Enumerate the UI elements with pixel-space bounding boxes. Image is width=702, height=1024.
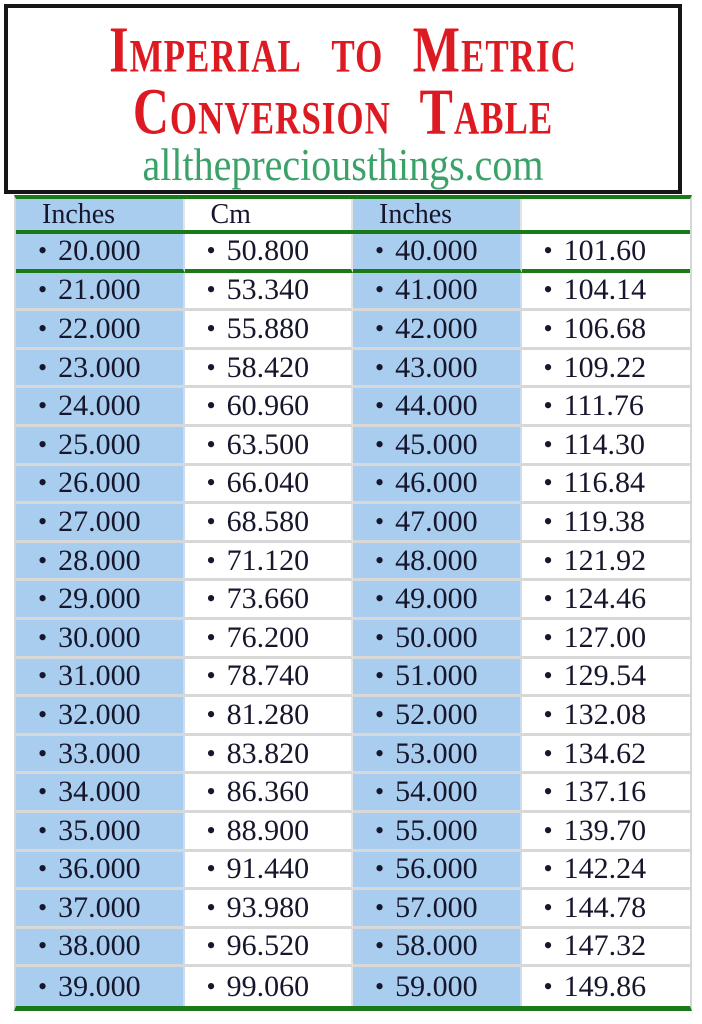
bullet-icon: • — [375, 275, 385, 305]
cell-value: 47.000 — [395, 504, 478, 538]
table-row — [16, 620, 690, 659]
table-cell — [185, 427, 354, 466]
table-row — [16, 388, 690, 427]
cell-value: 44.000 — [395, 389, 478, 423]
table-cell — [185, 890, 354, 929]
cell-value: 106.68 — [563, 311, 647, 345]
cell-value: 59.000 — [395, 969, 478, 1003]
bullet-icon: • — [375, 971, 385, 1001]
bullet-icon: • — [38, 661, 48, 691]
cell-value: 52.000 — [395, 697, 478, 731]
table-row — [16, 504, 690, 543]
bullet-icon: • — [206, 545, 216, 575]
bullet-icon: • — [543, 313, 553, 343]
cell-value: 48.000 — [395, 543, 478, 577]
table-cell — [185, 388, 354, 427]
table-cell — [185, 620, 354, 659]
cell-value: 45.000 — [395, 427, 478, 461]
table-cell — [522, 697, 691, 736]
bullet-icon: • — [206, 892, 216, 922]
table-cell — [185, 466, 354, 505]
cell-value: 20.000 — [58, 234, 141, 268]
table-cell — [522, 466, 691, 505]
cell-value: 99.060 — [226, 969, 310, 1003]
cell-value: 27.000 — [58, 504, 141, 538]
bullet-icon: • — [375, 815, 385, 845]
cell-value: 78.740 — [226, 659, 310, 693]
bullet-icon: • — [543, 391, 553, 421]
table-row — [16, 311, 690, 350]
bullet-icon: • — [38, 971, 48, 1001]
table-cell — [185, 504, 354, 543]
table-cell — [353, 504, 522, 543]
table-cell — [16, 736, 185, 775]
table-cell — [353, 890, 522, 929]
cell-value: 24.000 — [58, 389, 141, 423]
cell-value: 66.040 — [226, 466, 310, 500]
bullet-icon: • — [543, 429, 553, 459]
table-cell — [185, 967, 354, 1006]
bullet-icon: • — [38, 892, 48, 922]
bullet-icon: • — [206, 275, 216, 305]
table-row — [16, 929, 690, 968]
bullet-icon: • — [206, 777, 216, 807]
cell-value: 144.78 — [563, 890, 647, 924]
table-cell — [353, 967, 522, 1006]
column-header-cm-right — [522, 199, 691, 230]
bullet-icon: • — [543, 892, 553, 922]
table-cell — [522, 967, 691, 1006]
cell-value: 147.32 — [563, 929, 647, 963]
table-cell — [353, 234, 522, 273]
table-cell — [353, 620, 522, 659]
bullet-icon: • — [38, 352, 48, 382]
cell-value: 49.000 — [395, 582, 478, 616]
table-cell — [185, 736, 354, 775]
bullet-icon: • — [206, 622, 216, 652]
table-cell — [353, 659, 522, 698]
table-cell — [16, 427, 185, 466]
table-cell — [522, 890, 691, 929]
table-cell — [16, 466, 185, 505]
table-cell — [16, 659, 185, 698]
bullet-icon: • — [543, 699, 553, 729]
cell-value: 51.000 — [395, 659, 478, 693]
bullet-icon: • — [543, 971, 553, 1001]
table-cell — [522, 504, 691, 543]
table-cell — [353, 813, 522, 852]
table-row — [16, 967, 690, 1006]
table-cell — [522, 929, 691, 968]
table-row — [16, 774, 690, 813]
cell-value: 127.00 — [563, 620, 647, 654]
table-cell — [185, 311, 354, 350]
cell-value: 21.000 — [58, 273, 141, 307]
cell-value: 30.000 — [58, 620, 141, 654]
table-cell — [16, 929, 185, 968]
table-cell — [522, 852, 691, 891]
table-cell — [353, 388, 522, 427]
cell-value: 63.500 — [226, 427, 310, 461]
table-cell — [185, 581, 354, 620]
cell-value: 91.440 — [226, 852, 310, 886]
bullet-icon: • — [38, 584, 48, 614]
table-row — [16, 736, 690, 775]
table-cell — [522, 427, 691, 466]
table-cell — [16, 311, 185, 350]
table-cell — [522, 620, 691, 659]
cell-value: 28.000 — [58, 543, 141, 577]
table-cell — [16, 350, 185, 389]
table-cell — [353, 427, 522, 466]
table-cell — [185, 929, 354, 968]
cell-value: 142.24 — [563, 852, 647, 886]
cell-value: 39.000 — [58, 969, 141, 1003]
bullet-icon: • — [543, 352, 553, 382]
cell-value: 116.84 — [563, 466, 645, 500]
cell-value: 60.960 — [226, 389, 310, 423]
cell-value: 109.22 — [563, 350, 647, 384]
table-cell — [353, 543, 522, 582]
bullet-icon: • — [38, 622, 48, 652]
table-cell — [353, 273, 522, 312]
table-row — [16, 273, 690, 312]
bullet-icon: • — [375, 699, 385, 729]
cell-value: 36.000 — [58, 852, 141, 886]
bullet-icon: • — [38, 815, 48, 845]
table-cell — [353, 350, 522, 389]
bullet-icon: • — [375, 545, 385, 575]
table-body — [16, 234, 690, 1006]
bullet-icon: • — [543, 854, 553, 884]
bullet-icon: • — [38, 429, 48, 459]
bullet-icon: • — [375, 777, 385, 807]
cell-value: 101.60 — [563, 234, 647, 268]
bullet-icon: • — [206, 699, 216, 729]
table-cell — [16, 273, 185, 312]
bullet-icon: • — [375, 584, 385, 614]
table-cell — [353, 736, 522, 775]
bullet-icon: • — [206, 391, 216, 421]
cell-value: 93.980 — [226, 890, 310, 924]
table-cell — [353, 774, 522, 813]
cell-value: 31.000 — [58, 659, 141, 693]
page-title-line1: Imperial to Metric — [109, 12, 577, 86]
table-cell — [185, 659, 354, 698]
bullet-icon: • — [206, 429, 216, 459]
cell-value: 58.000 — [395, 929, 478, 963]
table-header-row — [16, 199, 690, 234]
cell-value: 58.420 — [226, 350, 310, 384]
bullet-icon: • — [543, 275, 553, 305]
cell-value: 121.92 — [563, 543, 647, 577]
bullet-icon: • — [375, 468, 385, 498]
bullet-icon: • — [543, 506, 553, 536]
bullet-icon: • — [543, 661, 553, 691]
cell-value: 88.900 — [226, 813, 310, 847]
cell-value: 35.000 — [58, 813, 141, 847]
cell-value: 56.000 — [395, 852, 478, 886]
cell-value: 43.000 — [395, 350, 478, 384]
table-cell — [353, 697, 522, 736]
bullet-icon: • — [543, 584, 553, 614]
cell-value: 23.000 — [58, 350, 141, 384]
bullet-icon: • — [375, 892, 385, 922]
cell-value: 134.62 — [563, 736, 647, 770]
cell-value: 124.46 — [563, 582, 647, 616]
cell-value: 33.000 — [58, 736, 141, 770]
table-cell — [522, 813, 691, 852]
cell-value: 26.000 — [58, 466, 141, 500]
cell-value: 139.70 — [563, 813, 647, 847]
page-title-line2: Conversion Table — [132, 74, 554, 148]
bullet-icon: • — [38, 738, 48, 768]
bullet-icon: • — [375, 854, 385, 884]
bullet-icon: • — [375, 622, 385, 652]
table-cell — [16, 813, 185, 852]
cell-value: 68.580 — [226, 504, 310, 538]
cell-value: 29.000 — [58, 582, 141, 616]
column-header-inches-right: Inches — [353, 199, 522, 230]
table-cell — [522, 581, 691, 620]
bullet-icon: • — [543, 468, 553, 498]
bullet-icon: • — [38, 236, 48, 266]
table-cell — [522, 659, 691, 698]
table-row — [16, 813, 690, 852]
cell-value: 129.54 — [563, 659, 647, 693]
bullet-icon: • — [375, 391, 385, 421]
cell-value: 46.000 — [395, 466, 478, 500]
bullet-icon: • — [375, 352, 385, 382]
bullet-icon: • — [206, 971, 216, 1001]
cell-value: 86.360 — [226, 775, 310, 809]
cell-value: 114.30 — [563, 427, 645, 461]
bullet-icon: • — [543, 777, 553, 807]
table-row — [16, 350, 690, 389]
column-header-cm-left: Cm — [185, 199, 354, 230]
cell-value: 55.000 — [395, 813, 478, 847]
table-cell — [16, 620, 185, 659]
bullet-icon: • — [375, 931, 385, 961]
cell-value: 37.000 — [58, 890, 141, 924]
bullet-icon: • — [543, 236, 553, 266]
table-cell — [185, 774, 354, 813]
cell-value: 40.000 — [395, 234, 478, 268]
table-cell — [353, 929, 522, 968]
cell-value: 83.820 — [226, 736, 310, 770]
table-cell — [16, 890, 185, 929]
title-box — [4, 4, 682, 194]
cell-value: 132.08 — [563, 697, 647, 731]
cell-value: 34.000 — [58, 775, 141, 809]
cell-value: 53.340 — [226, 273, 310, 307]
table-cell — [16, 774, 185, 813]
bullet-icon: • — [38, 545, 48, 575]
table-cell — [16, 967, 185, 1006]
table-cell — [16, 388, 185, 427]
cell-value: 50.000 — [395, 620, 478, 654]
conversion-table — [14, 195, 692, 1011]
bullet-icon: • — [206, 313, 216, 343]
bullet-icon: • — [38, 931, 48, 961]
bullet-icon: • — [206, 506, 216, 536]
table-cell — [522, 350, 691, 389]
cell-value: 137.16 — [563, 775, 647, 809]
table-row — [16, 890, 690, 929]
table-cell — [185, 273, 354, 312]
table-cell — [16, 234, 185, 273]
bullet-icon: • — [38, 313, 48, 343]
bullet-icon: • — [375, 236, 385, 266]
table-cell — [353, 311, 522, 350]
table-cell — [16, 581, 185, 620]
cell-value: 149.86 — [563, 969, 647, 1003]
cell-value: 22.000 — [58, 311, 141, 345]
table-cell — [522, 273, 691, 312]
bullet-icon: • — [206, 584, 216, 614]
bullet-icon: • — [38, 854, 48, 884]
table-cell — [522, 311, 691, 350]
bullet-icon: • — [375, 738, 385, 768]
bullet-icon: • — [206, 738, 216, 768]
bullet-icon: • — [206, 931, 216, 961]
bullet-icon: • — [206, 352, 216, 382]
bullet-icon: • — [375, 313, 385, 343]
cell-value: 119.38 — [563, 504, 645, 538]
bullet-icon: • — [543, 738, 553, 768]
table-row — [16, 234, 690, 273]
bullet-icon: • — [38, 391, 48, 421]
column-header-inches-left: Inches — [16, 199, 185, 230]
bullet-icon: • — [38, 275, 48, 305]
bullet-icon: • — [375, 661, 385, 691]
table-cell — [353, 466, 522, 505]
website-url: allthepreciousthings.com — [142, 138, 544, 191]
table-row — [16, 659, 690, 698]
table-cell — [185, 697, 354, 736]
bullet-icon: • — [38, 777, 48, 807]
cell-value: 32.000 — [58, 697, 141, 731]
cell-value: 25.000 — [58, 427, 141, 461]
bullet-icon: • — [38, 506, 48, 536]
table-cell — [16, 697, 185, 736]
bullet-icon: • — [206, 661, 216, 691]
table-cell — [16, 852, 185, 891]
bullet-icon: • — [543, 622, 553, 652]
cell-value: 71.120 — [226, 543, 310, 577]
table-cell — [522, 774, 691, 813]
table-cell — [185, 852, 354, 891]
table-cell — [185, 813, 354, 852]
cell-value: 55.880 — [226, 311, 310, 345]
cell-value: 50.800 — [226, 234, 310, 268]
cell-value: 76.200 — [226, 620, 310, 654]
bullet-icon: • — [375, 429, 385, 459]
table-cell — [353, 852, 522, 891]
cell-value: 42.000 — [395, 311, 478, 345]
bullet-icon: • — [38, 699, 48, 729]
table-cell — [185, 543, 354, 582]
bullet-icon: • — [206, 815, 216, 845]
table-cell — [522, 234, 691, 273]
bullet-icon: • — [206, 854, 216, 884]
bullet-icon: • — [543, 815, 553, 845]
cell-value: 111.76 — [563, 389, 644, 423]
table-row — [16, 581, 690, 620]
table-cell — [522, 543, 691, 582]
table-row — [16, 543, 690, 582]
cell-value: 38.000 — [58, 929, 141, 963]
bullet-icon: • — [206, 468, 216, 498]
table-cell — [16, 504, 185, 543]
cell-value: 54.000 — [395, 775, 478, 809]
table-cell — [353, 581, 522, 620]
bullet-icon: • — [206, 236, 216, 266]
table-row — [16, 427, 690, 466]
bullet-icon: • — [543, 545, 553, 575]
table-cell — [522, 388, 691, 427]
cell-value: 53.000 — [395, 736, 478, 770]
cell-value: 81.280 — [226, 697, 310, 731]
cell-value: 96.520 — [226, 929, 310, 963]
cell-value: 104.14 — [563, 273, 647, 307]
bullet-icon: • — [375, 506, 385, 536]
bullet-icon: • — [543, 931, 553, 961]
table-cell — [185, 350, 354, 389]
table-cell — [185, 234, 354, 273]
cell-value: 57.000 — [395, 890, 478, 924]
table-cell — [16, 543, 185, 582]
table-row — [16, 852, 690, 891]
cell-value: 73.660 — [226, 582, 310, 616]
bullet-icon: • — [38, 468, 48, 498]
table-row — [16, 466, 690, 505]
cell-value: 41.000 — [395, 273, 478, 307]
table-row — [16, 697, 690, 736]
table-cell — [522, 736, 691, 775]
